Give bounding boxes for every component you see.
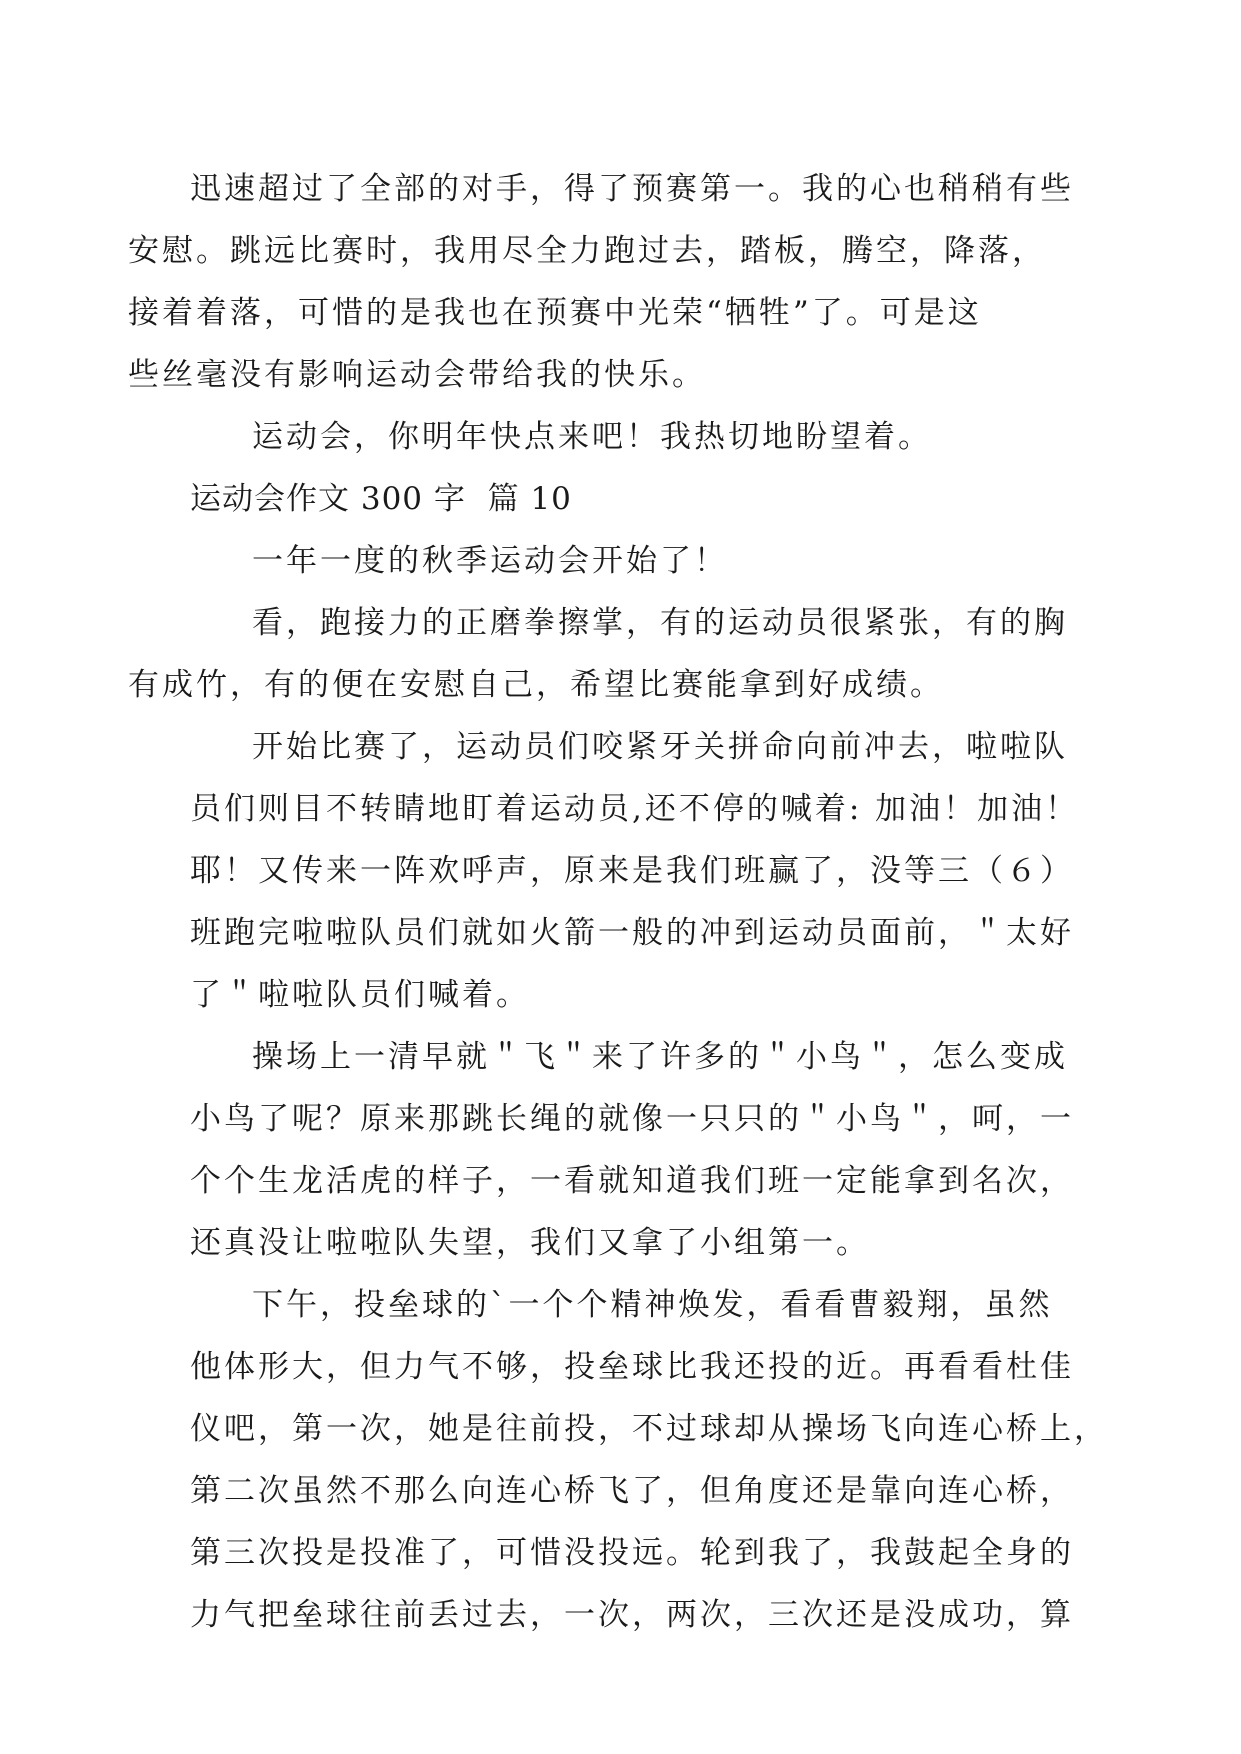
text-line: 耶！又传来一阵欢呼声，原来是我们班赢了，没等三（６） <box>190 853 1074 889</box>
text-line: 他体形大，但力气不够，投垒球比我还投的近。再看看杜佳 <box>190 1349 1074 1385</box>
paragraph-1 <box>190 530 1050 592</box>
text-line: 第三次投是投准了，可惜没投远。轮到我了，我鼓起全身的 <box>190 1535 1074 1571</box>
essay-heading-text: 运动会作文 300 字 篇 10 <box>190 481 572 517</box>
text-line: 力气把垒球往前丢过去，一次，两次，三次还是没成功，算 <box>190 1597 1074 1633</box>
text-line: 一年一度的秋季运动会开始了！ <box>252 543 728 579</box>
text-line: 开始比赛了，运动员们咬紧牙关拼命向前冲去，啦啦队 <box>252 729 1068 765</box>
text-line: 还真没让啦啦队失望，我们又拿了小组第一。 <box>190 1225 870 1261</box>
text-line: 操场上一清早就＂飞＂来了许多的＂小鸟＂，怎么变成 <box>252 1039 1068 1075</box>
text-line: 第二次虽然不那么向连心桥飞了，但角度还是靠向连心桥， <box>190 1473 1074 1509</box>
text-line: 仪吧，第一次，她是往前投，不过球却从操场飞向连心桥上， <box>190 1411 1108 1447</box>
paragraph-5 <box>190 1274 1108 1646</box>
text-line: 有成竹，有的便在安慰自己，希望比赛能拿到好成绩。 <box>128 667 944 703</box>
closing-line <box>190 406 1050 468</box>
paragraph-4 <box>190 1026 1074 1274</box>
text-line: 下午，投垒球的`一个个精神焕发，看看曹毅翔，虽然 <box>252 1287 1053 1323</box>
text-line: 安慰。跳远比赛时，我用尽全力跑过去，踏板，腾空，降落， <box>128 233 1046 269</box>
closing-text: 运动会，你明年快点来吧！我热切地盼望着。 <box>252 419 932 455</box>
paragraph-2 <box>128 592 1068 716</box>
text-line: 小鸟了呢？原来那跳长绳的就像一只只的＂小鸟＂，呵，一 <box>190 1101 1074 1137</box>
text-line: 接着着落，可惜的是我也在预赛中光荣“牺牲”了。可是这 <box>128 295 982 331</box>
text-line: 看，跑接力的正磨拳擦掌，有的运动员很紧张，有的胸 <box>252 605 1068 641</box>
text-line: 迅速超过了全部的对手，得了预赛第一。我的心也稍稍有些 <box>190 171 1074 207</box>
paragraph-3 <box>190 716 1080 1026</box>
continued-paragraph <box>128 158 1074 406</box>
text-line: 了＂啦啦队员们喊着。 <box>190 977 530 1013</box>
text-line: 个个生龙活虎的样子，一看就知道我们班一定能拿到名次， <box>190 1163 1074 1199</box>
essay-heading <box>190 468 1050 530</box>
text-line: 班跑完啦啦队员们就如火箭一般的冲到运动员面前，＂太好 <box>190 915 1074 951</box>
document-body <box>128 158 1108 1646</box>
text-line: 员们则目不转睛地盯着运动员,还不停的喊着: 加油！加油！ <box>190 791 1080 827</box>
text-line: 些丝毫没有影响运动会带给我的快乐。 <box>128 357 706 393</box>
